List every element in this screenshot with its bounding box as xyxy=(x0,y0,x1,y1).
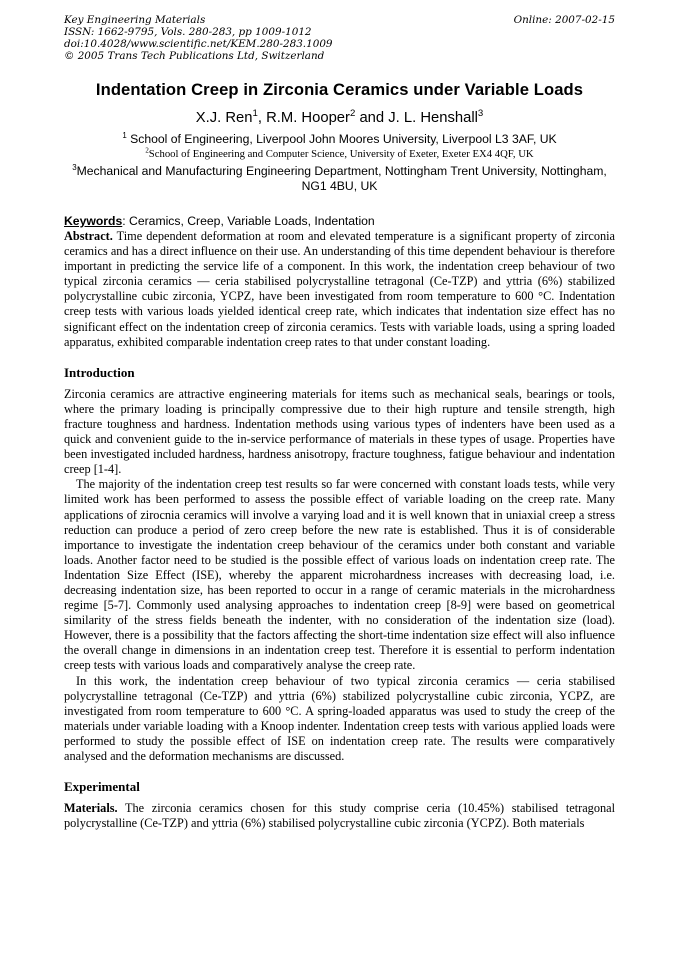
intro-paragraph: The majority of the indentation creep test results so far were concerned with constant loads tests, while very limited work has been performed to assess the possible effect of variable loading on the creep rate. Many applications of zirocnia ceramics will involve a varying load and it is well known that in uniaxial creep a stress reduction can produce a period of zero creep before the new rate is established. Thus it is of considerable importance to investigate the indentation creep behaviour of the ceramics under both constant and variable loads. Another factor need to be studied is the possible effect of various loads on indentation creep rate. The Indentation Size Effect (ISE), whereby the apparent microhardness increases with decreasing load, i.e. decreasing indentation size, has been reported to occur in a range of ceramic materials in the microhardness regime [5-7]. Commonly used analysing approaches to indentation creep [8-9] were based on geometrical similarity of the stress fields beneath the indenter, with no consideration of the indentation size (load). However, there is a possibility that the factors affecting the short-time indentation size effect will also influence the overall change in dimensions in an indentation creep test. Therefore it is essential to perform indentation creep tests with various loads and comparatively analyse the creep rate. xyxy=(64,477,615,673)
author-name: J. L. Henshall xyxy=(388,110,478,126)
author-affiliation-mark: 3 xyxy=(477,108,484,120)
doi-line: doi:10.4028/www.scientific.net/KEM.280-283.1009 xyxy=(64,38,333,50)
author-affiliation-mark: 1 xyxy=(252,108,258,120)
affiliation-text: Mechanical and Manufacturing Engineering Department, Nottingham Trent University, Nottingham, NG1 4BU, UK xyxy=(76,164,607,193)
affiliation-1 xyxy=(64,132,615,147)
author-name: X.J. Ren xyxy=(195,110,253,126)
affiliation-text: School of Engineering, Liverpool John Moores University, Liverpool L3 3AF, UK xyxy=(130,132,557,146)
affiliation-text: School of Engineering and Computer Science, University of Exeter, Exeter EX4 4QF, UK xyxy=(148,148,534,160)
affiliation-mark: 1 xyxy=(122,130,127,140)
journal-header xyxy=(64,14,615,66)
issn-line: ISSN: 1662-9795, Vols. 280-283, pp 1009-1012 xyxy=(64,26,312,38)
keywords-text: : Ceramics, Creep, Variable Loads, Indentation xyxy=(122,214,375,228)
keywords xyxy=(64,214,615,229)
affiliation-mark: 3 xyxy=(72,162,77,172)
affiliation-mark: 2 xyxy=(145,146,149,155)
section-heading-experimental: Experimental xyxy=(64,779,140,795)
section-heading-introduction: Introduction xyxy=(64,364,135,380)
abstract-text: Time dependent deformation at room and elevated temperature is a significant property of zirconia ceramics and has a direct influence on their use. An understanding of this time dependent behaviour is therefore important in predicting the service life of a component. In this work, the indentation creep behaviour of two typical zirconia ceramics — ceria stabilised polycrystalline tetragonal (Ce-TZP) and yttria (6%) stabilized polycrystalline cubic zirconia, YCPZ, have been investigated from room temperature to 600 °C. Indentation creep tests with various loads yielded identical creep rate, which indicates that indentation size effect has no significant effect on the indentation creep of zirconia ceramics. Tests with variable loads, using a spring loaded apparatus, exhibited comparable indentation creep rates to that under constant loading. xyxy=(64,229,615,349)
author-line xyxy=(64,110,615,126)
journal-name: Key Engineering Materials xyxy=(64,14,206,26)
copyright-line: © 2005 Trans Tech Publications Ltd, Switzerland xyxy=(64,50,325,62)
author-affiliation-mark: 2 xyxy=(349,108,356,120)
affiliation-2 xyxy=(64,147,615,161)
materials-text: The zirconia ceramics chosen for this study comprise ceria (10.45%) stabilised tetragonal polycrystalline (Ce-TZP) and yttria (6%) stabilised polycrystalline cubic zirconia (YCPZ). Both materials xyxy=(64,801,615,831)
author-name: R.M. Hooper xyxy=(266,110,350,126)
materials-paragraph xyxy=(64,801,615,831)
paper-title: Indentation Creep in Zirconia Ceramics under Variable Loads xyxy=(95,80,584,99)
intro-paragraph: In this work, the indentation creep behaviour of two typical zirconia ceramics — ceria stabilised polycrystalline tetragonal (Ce-TZP) and yttria (6%) stabilized polycrystalline cubic zirconia, YCPZ, are investigated from room temperature to 600 °C. A spring-loaded apparatus was used to study the creep of the materials under variable loading with a Knoop indenter. Indentation creep tests with various applied loads were performed to study the possible effect of ISE on indentation creep rate. The results were comparatively analysed and the deformation mechanisms are discussed. xyxy=(64,673,615,763)
affiliation-3 xyxy=(64,164,615,194)
abstract-label: Abstract. xyxy=(64,229,113,243)
online-date: Online: 2007-02-15 xyxy=(513,14,615,26)
author-separator: and xyxy=(355,110,389,126)
keywords-label: Keywords xyxy=(64,214,123,228)
intro-paragraph: Zirconia ceramics are attractive engineering materials for items such as mechanical seals, bearings or tools, where the primary loading is principally compressive due to their high rupture and tensile strength, high fracture toughness and hardness. Indentation methods using various types of indenters have been used as a quick and convenient guide to the in-service performance of materials in these types of usage. Properties have been investigated included hardness, hardness anisotropy, fracture toughness, fatigue behaviour and indentation creep [1-4]. xyxy=(64,386,615,477)
author-separator: , xyxy=(257,110,267,126)
paper-page xyxy=(64,14,615,831)
materials-label: Materials. xyxy=(64,801,118,816)
abstract xyxy=(64,229,615,350)
